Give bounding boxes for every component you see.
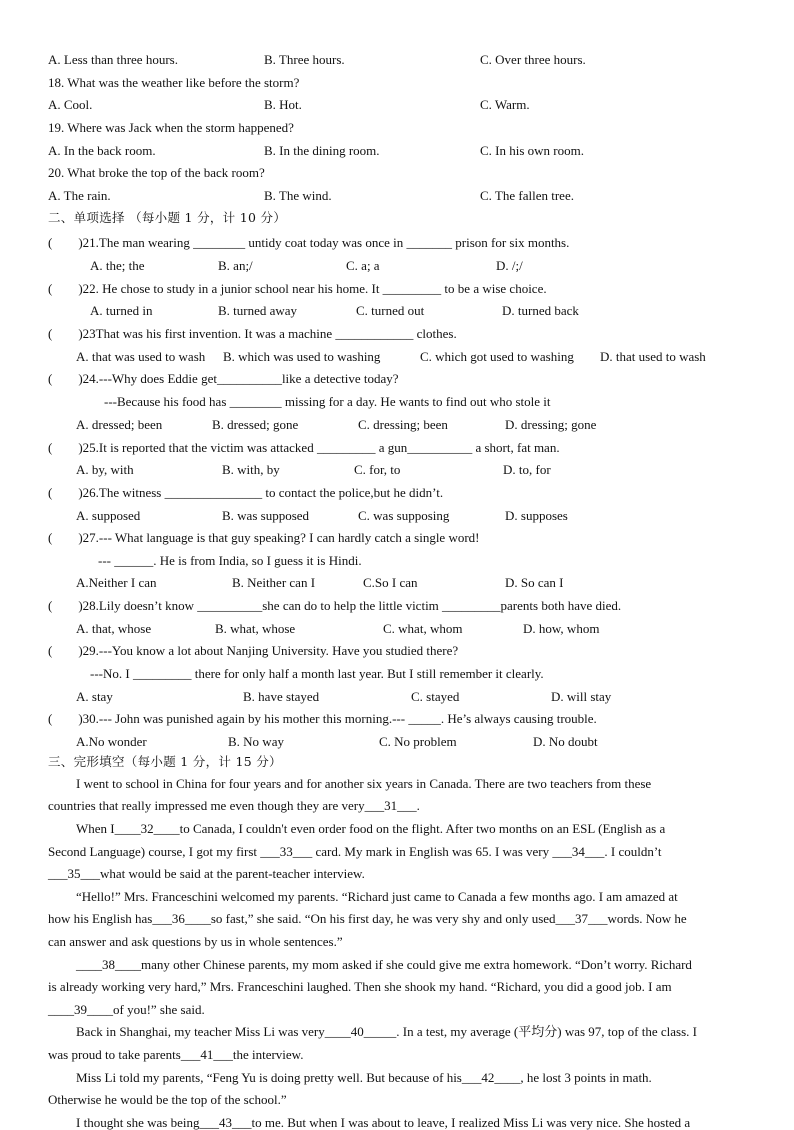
option-c: C. stayed — [411, 689, 460, 704]
option-b: B. have stayed — [243, 689, 320, 704]
option-a: A. supposed — [76, 508, 141, 523]
option-b: B. No way — [228, 734, 284, 749]
option-d: D. So can I — [505, 575, 564, 590]
option-b: B. which was used to washing — [223, 349, 381, 364]
option-d: D. dressing; gone — [505, 417, 597, 432]
passage-line: I thought she was being___43___to me. But when I was about to leave, I realized Miss Li was very nice. She hosted a — [76, 1115, 691, 1130]
passage-line: is already working very hard,” Mrs. Franceschini laughed. Then she shook my hand. “Richard, you did a good job. I am — [48, 979, 672, 994]
option-d: D. that used to wash — [600, 349, 706, 364]
option-a: A. that was used to wash — [76, 349, 206, 364]
option-d: D. how, whom — [523, 621, 600, 636]
option-b: B. with, by — [222, 462, 280, 477]
option-b: B. was supposed — [222, 508, 310, 523]
q28-stem: ( )28.Lily doesn’t know __________she can do to help the little victim _________parents both have died. — [48, 598, 622, 613]
option-c: C. what, whom — [383, 621, 463, 636]
q24-stem: ( )24.---Why does Eddie get__________like a detective today? — [48, 371, 399, 386]
option-a: A. that, whose — [76, 621, 152, 636]
q29-stem-reply: ---No. I _________ there for only half a month last year. But I still remember it clearly. — [90, 666, 544, 681]
option-a: A. dressed; been — [76, 417, 163, 432]
passage-line: I went to school in China for four years and for another six years in Canada. There are two teachers from these — [76, 776, 652, 791]
passage-line: countries that really impressed me even though they are very___31___. — [48, 798, 420, 813]
option-a: A. In the back room. — [48, 143, 156, 158]
q23-stem: ( )23That was his first invention. It was a machine ____________ clothes. — [48, 326, 457, 341]
passage-line: can answer and ask questions by us in whole sentences.” — [48, 934, 343, 949]
q25-stem: ( )25.It is reported that the victim was attacked _________ a gun__________ a short, fat man. — [48, 440, 560, 455]
option-d: D. No doubt — [533, 734, 598, 749]
option-c: C. The fallen tree. — [480, 188, 574, 203]
option-a: A. turned in — [90, 303, 153, 318]
option-d: D. to, for — [503, 462, 551, 477]
option-a: A.Neither I can — [76, 575, 157, 590]
option-a: A. the; the — [90, 258, 145, 273]
option-b: B. an;/ — [218, 258, 253, 273]
passage-line: Otherwise he would be the top of the school.” — [48, 1092, 287, 1107]
passage-line: Miss Li told my parents, “Feng Yu is doing pretty well. But because of his___42____, he lost 3 points in math. — [76, 1070, 652, 1085]
option-b: B. dressed; gone — [212, 417, 299, 432]
option-c: C. In his own room. — [480, 143, 584, 158]
option-c: C. dressing; been — [358, 417, 448, 432]
option-c: C. which got used to washing — [420, 349, 574, 364]
option-d: D. will stay — [551, 689, 612, 704]
option-c: C. No problem — [379, 734, 457, 749]
passage-line: “Hello!” Mrs. Franceschini welcomed my parents. “Richard just came to Canada a few months ago. I am amazed at — [76, 889, 678, 904]
passage-line: ____39____of you!” she said. — [48, 1002, 205, 1017]
option-a: A. The rain. — [48, 188, 111, 203]
option-c: C. turned out — [356, 303, 425, 318]
option-a: A. stay — [76, 689, 113, 704]
option-c: C. Warm. — [480, 97, 530, 112]
option-d: D. /;/ — [496, 258, 523, 273]
section-3-heading: 三、完形填空（每小题 1 分，计 15 分） — [48, 754, 282, 769]
passage-line: Back in Shanghai, my teacher Miss Li was very____40_____. In a test, my average (平均分) was 97, top of the class. I — [76, 1024, 697, 1039]
q27-stem-reply: --- ______. He is from India, so I guess it is Hindi. — [98, 553, 362, 568]
option-c: C. was supposing — [358, 508, 450, 523]
option-a: A. Less than three hours. — [48, 52, 178, 67]
option-b: B. Hot. — [264, 97, 302, 112]
q26-stem: ( )26.The witness _______________ to contact the police,but he didn’t. — [48, 485, 444, 500]
option-a: A.No wonder — [76, 734, 147, 749]
option-c: C. for, to — [354, 462, 401, 477]
q22-stem: ( )22. He chose to study in a junior school near his home. It _________ to be a wise choice. — [48, 281, 547, 296]
section-2-heading: 二、单项选择 （每小题 1 分，计 10 分） — [48, 210, 287, 225]
option-d: D. supposes — [505, 508, 568, 523]
q27-stem: ( )27.--- What language is that guy speaking? I can hardly catch a single word! — [48, 530, 480, 545]
q30-stem: ( )30.--- John was punished again by his mother this morning.--- _____. He’s always causing trouble. — [48, 711, 597, 726]
q29-stem: ( )29.---You know a lot about Nanjing University. Have you studied there? — [48, 643, 459, 658]
option-b: B. turned away — [218, 303, 298, 318]
option-a: A. by, with — [76, 462, 134, 477]
passage-line: Second Language) course, I got my first ___33___ card. My mark in English was 65. I was very ___34___. I couldn’t — [48, 844, 662, 859]
option-c: C. a; a — [346, 258, 380, 273]
q21-stem: ( )21.The man wearing ________ untidy coat today was once in _______ prison for six months. — [48, 235, 570, 250]
q20-stem: 20. What broke the top of the back room? — [48, 165, 265, 180]
option-b: B. The wind. — [264, 188, 332, 203]
option-d: D. turned back — [502, 303, 579, 318]
passage-line: how his English has___36____so fast,” she said. “On his first day, he was very shy and only used___37___words. Now he — [48, 911, 687, 926]
q18-stem: 18. What was the weather like before the storm? — [48, 75, 300, 90]
q24-stem-reply: ---Because his food has ________ missing for a day. He wants to find out who stole it — [104, 394, 551, 409]
option-b: B. Neither can I — [232, 575, 316, 590]
passage-line: ___35___what would be said at the parent-teacher interview. — [48, 866, 365, 881]
option-c: C.So I can — [363, 575, 418, 590]
option-b: B. what, whose — [215, 621, 296, 636]
option-a: A. Cool. — [48, 97, 93, 112]
passage-line: was proud to take parents___41___the interview. — [48, 1047, 304, 1062]
option-b: B. In the dining room. — [264, 143, 380, 158]
passage-line: When I____32____to Canada, I couldn't even order food on the flight. After two months on an ESL (English as a — [76, 821, 666, 836]
q19-stem: 19. Where was Jack when the storm happened? — [48, 120, 294, 135]
option-c: C. Over three hours. — [480, 52, 586, 67]
passage-line: ____38____many other Chinese parents, my mom asked if she could give me extra homework. “Don’t worry. Richard — [76, 957, 692, 972]
option-b: B. Three hours. — [264, 52, 345, 67]
